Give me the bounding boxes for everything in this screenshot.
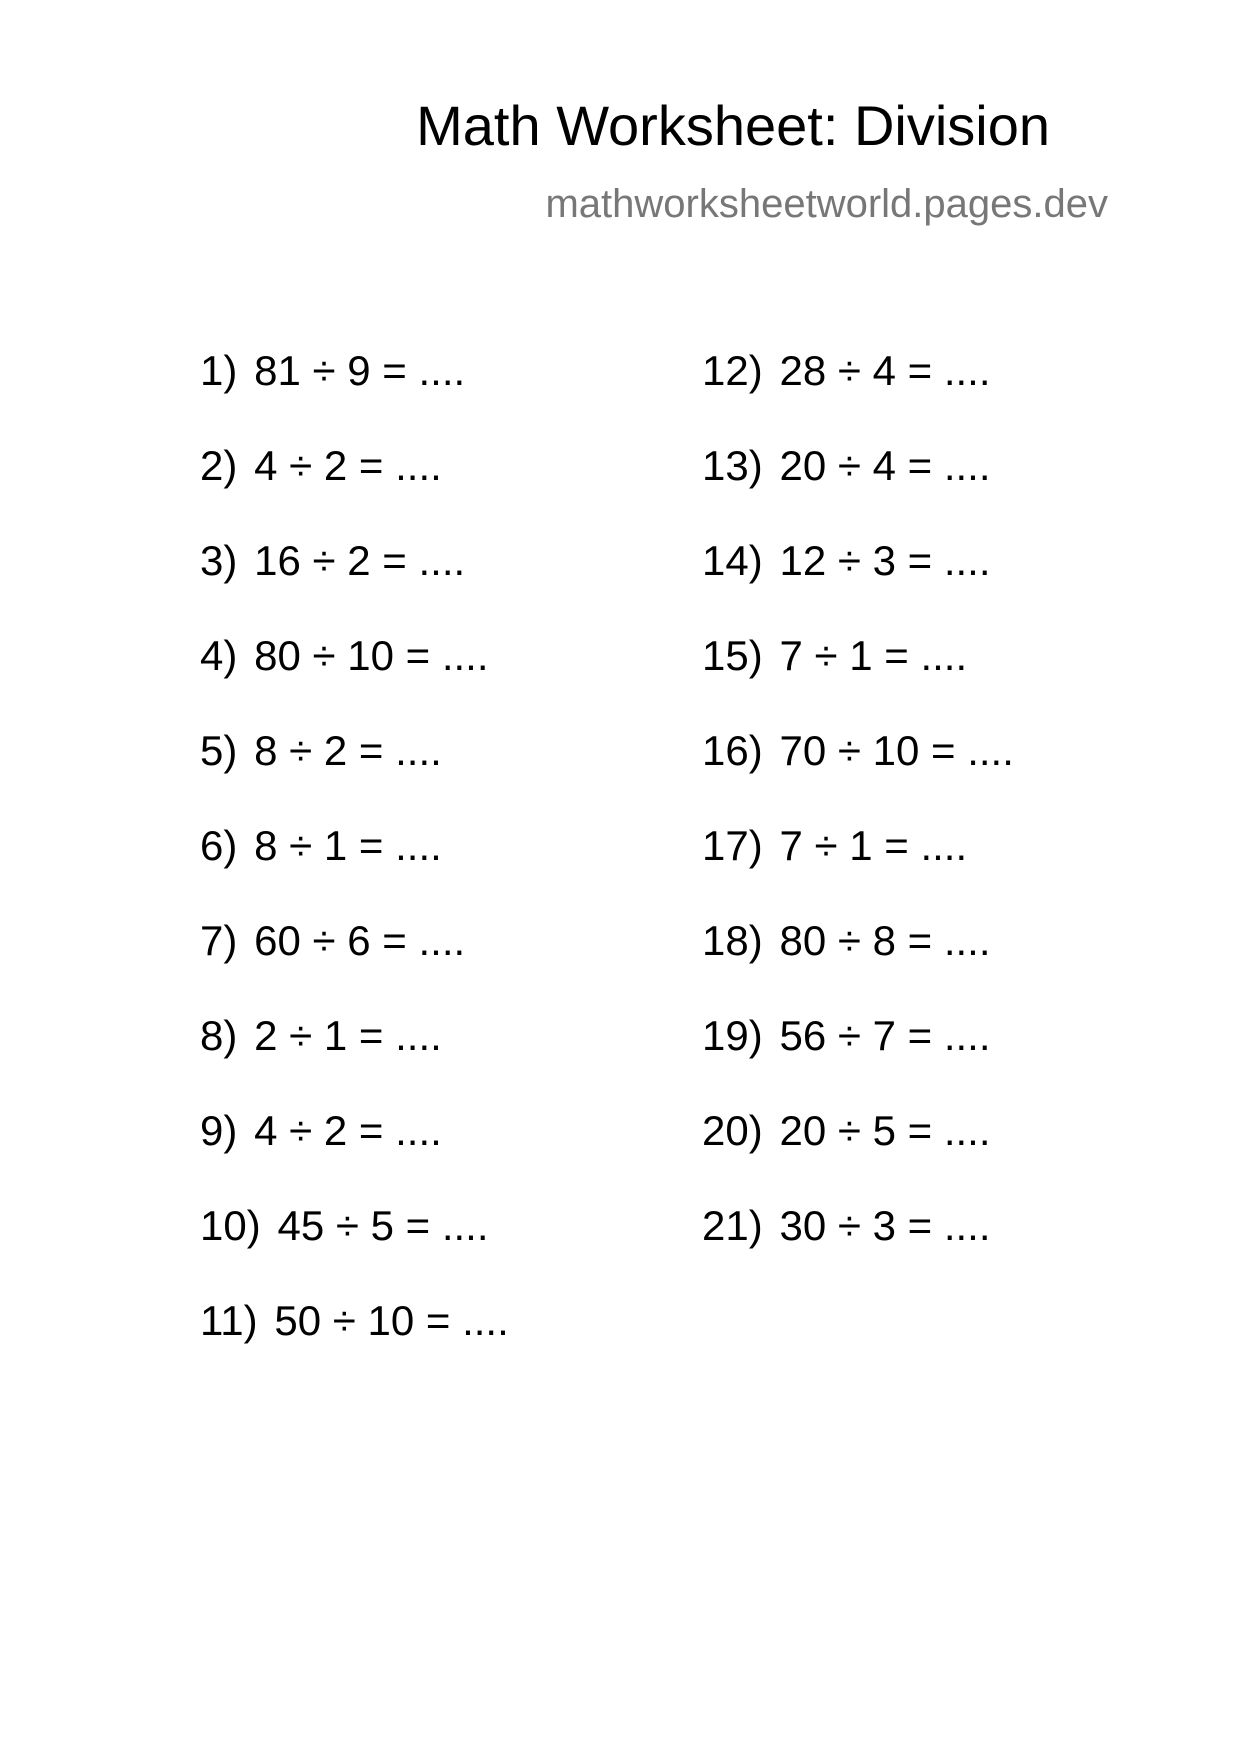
problem-expression: 16 ÷ 2 = ....	[254, 537, 466, 584]
problem-expression: 30 ÷ 3 = ....	[779, 1202, 991, 1249]
problem-item	[702, 442, 1014, 540]
problem-expression: 7 ÷ 1 = ....	[779, 632, 968, 679]
problem-number: 12)	[702, 347, 763, 394]
source-url: mathworksheetworld.pages.dev	[545, 182, 1108, 226]
problem-list-left	[200, 347, 509, 1395]
problem-number: 16)	[702, 727, 763, 774]
problem-number: 4)	[200, 632, 238, 679]
problem-number: 15)	[702, 632, 763, 679]
problem-expression: 80 ÷ 10 = ....	[254, 632, 489, 679]
problem-item	[200, 822, 509, 920]
problem-expression: 45 ÷ 5 = ....	[277, 1202, 489, 1249]
problem-number: 9)	[200, 1107, 238, 1154]
problem-list-right	[702, 347, 1014, 1300]
problem-item	[702, 727, 1014, 825]
problem-item	[200, 1297, 509, 1395]
problem-item	[200, 347, 509, 445]
problem-number: 20)	[702, 1107, 763, 1154]
problem-number: 1)	[200, 347, 238, 394]
problem-expression: 8 ÷ 2 = ....	[254, 727, 442, 774]
problem-number: 8)	[200, 1012, 238, 1059]
problem-expression: 2 ÷ 1 = ....	[254, 1012, 442, 1059]
problem-number: 11)	[200, 1297, 258, 1344]
problem-number: 6)	[200, 822, 238, 869]
problem-number: 3)	[200, 537, 238, 584]
problem-expression: 20 ÷ 4 = ....	[779, 442, 991, 489]
problem-item	[200, 632, 509, 730]
problem-item	[702, 917, 1014, 1015]
problem-item	[702, 347, 1014, 445]
problem-item	[200, 442, 509, 540]
problem-item	[702, 822, 1014, 920]
problem-number: 17)	[702, 822, 763, 869]
problem-item	[200, 727, 509, 825]
problem-expression: 7 ÷ 1 = ....	[779, 822, 968, 869]
problem-item	[702, 1202, 1014, 1300]
problem-expression: 20 ÷ 5 = ....	[779, 1107, 991, 1154]
problem-expression: 12 ÷ 3 = ....	[779, 537, 991, 584]
problem-number: 18)	[702, 917, 763, 964]
problem-item	[200, 537, 509, 635]
problem-item	[200, 917, 509, 1015]
problem-expression: 70 ÷ 10 = ....	[779, 727, 1014, 774]
problem-expression: 28 ÷ 4 = ....	[779, 347, 991, 394]
problem-item	[702, 1012, 1014, 1110]
problem-number: 13)	[702, 442, 763, 489]
problem-expression: 4 ÷ 2 = ....	[254, 1107, 442, 1154]
problem-expression: 56 ÷ 7 = ....	[779, 1012, 991, 1059]
problem-number: 21)	[702, 1202, 763, 1249]
problem-expression: 50 ÷ 10 = ....	[274, 1297, 509, 1344]
problem-expression: 60 ÷ 6 = ....	[254, 917, 466, 964]
problem-number: 2)	[200, 442, 238, 489]
problem-item	[200, 1107, 509, 1205]
problem-item	[702, 1107, 1014, 1205]
problem-expression: 80 ÷ 8 = ....	[779, 917, 991, 964]
problem-number: 10)	[200, 1202, 261, 1249]
problem-item	[702, 632, 1014, 730]
problem-item	[200, 1202, 509, 1300]
worksheet-title: Math Worksheet: Division	[416, 94, 1050, 157]
problem-expression: 81 ÷ 9 = ....	[254, 347, 466, 394]
problem-item	[702, 537, 1014, 635]
problem-number: 5)	[200, 727, 238, 774]
problem-number: 19)	[702, 1012, 763, 1059]
problem-expression: 4 ÷ 2 = ....	[254, 442, 442, 489]
problem-number: 14)	[702, 537, 763, 584]
problem-number: 7)	[200, 917, 238, 964]
problem-item	[200, 1012, 509, 1110]
problem-expression: 8 ÷ 1 = ....	[254, 822, 442, 869]
